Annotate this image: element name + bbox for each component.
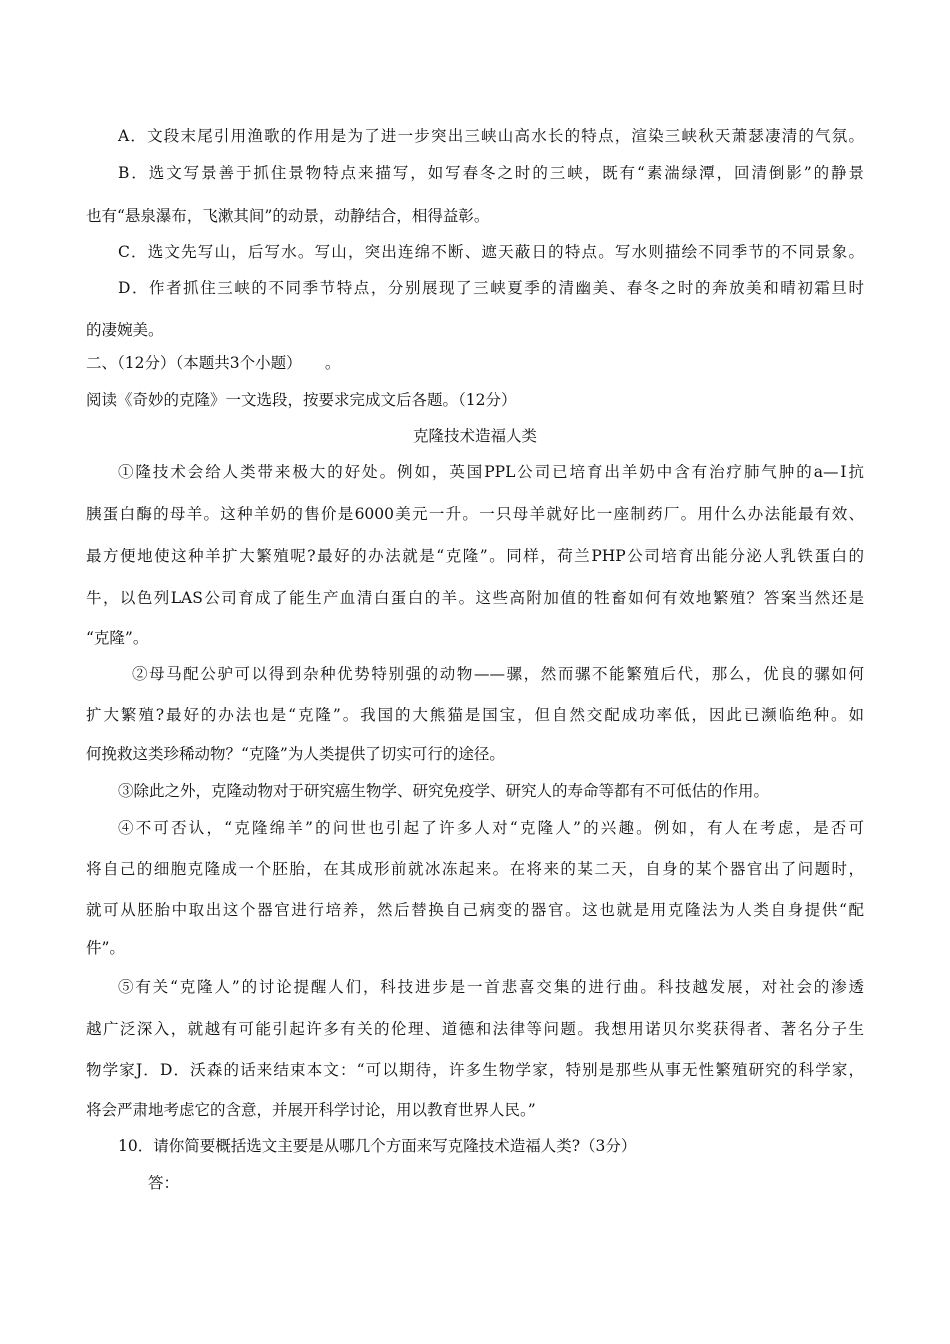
paragraph-5-line1: ⑤有关“克隆人”的讨论提醒人们，科技进步是一首悲喜交集的进行曲。科技越发展，对社会的渗透	[118, 978, 864, 996]
section-heading: 二、（12分）（本题共3个小题） 。	[86, 354, 341, 372]
paragraph-4-line1: ④不可否认，“克隆绵羊”的问世也引起了许多人对“克隆人”的兴趣。例如，有人在考虑，是否可	[118, 819, 864, 837]
paragraph-4-line2: 将自己的细胞克隆成一个胚胎，在其成形前就冰冻起来。在将来的某二天，自身的某个器官出了问题时，	[86, 860, 864, 878]
option-d-line1: D．作者抓住三峡的不同季节特点，分别展现了三峡夏季的清幽美、春冬之时的奔放美和晴初霜旦时	[118, 279, 864, 297]
paragraph-3: ③除此之外，克隆动物对于研究癌生物学、研究免疫学、研究人的寿命等都有不可低估的作用。	[118, 782, 770, 800]
option-a: A．文段末尾引用渔歌的作用是为了进一步突出三峡山高水长的特点，渲染三峡秋天萧瑟凄清的气氛。	[118, 127, 864, 145]
question-10: 10．请你简要概括选文主要是从哪几个方面来写克隆技术造福人类?（3分）	[118, 1137, 637, 1155]
option-b-line1: B．选文写景善于抓住景物特点来描写，如写春冬之时的三峡，既有“素湍绿潭，回清倒影”的静景	[118, 164, 864, 182]
paragraph-1-line3: 最方便地使这种羊扩大繁殖呢?最好的办法就是“克隆”。同样，荷兰PHP公司培育出能分泌人乳铁蛋白的	[86, 547, 864, 565]
section-intro: 阅读《奇妙的克隆》一文选段，按要求完成文后各题。（12分）	[86, 391, 517, 409]
option-c: C．选文先写山，后写水。写山，突出连绵不断、遮天蔽日的特点。写水则描绘不同季节的不同景象。	[118, 243, 864, 261]
answer-label: 答：	[148, 1174, 180, 1192]
paragraph-1-line1: ①隆技术会给人类带来极大的好处。例如，英国PPL公司已培育出羊奶中含有治疗肺气肿的a—Ⅰ抗	[118, 463, 864, 481]
paragraph-4-line4: 件”。	[86, 939, 125, 957]
paragraph-4-line3: 就可从胚胎中取出这个器官进行培养，然后替换自己病变的器官。这也就是用克隆法为人类自身提供“配	[86, 901, 864, 919]
paragraph-5-line4: 将会严肃地考虑它的含意，并展开科学讨论，用以教育世界人民。”	[86, 1101, 536, 1119]
option-b-line2: 也有“悬泉瀑布，飞漱其间”的动景，动静结合，相得益彰。	[86, 207, 490, 225]
paragraph-5-line3: 物学家J．D．沃森的话来结束本文：“可以期待，许多生物学家，特别是那些从事无性繁殖研究的科学家，	[86, 1061, 864, 1079]
option-d-line2: 的凄婉美。	[86, 321, 164, 339]
article-title: 克隆技术造福人类	[412, 427, 537, 445]
paragraph-2-line1: ②母马配公驴可以得到杂种优势特别强的动物——骡，然而骡不能繁殖后代，那么，优良的骡如何	[132, 665, 864, 683]
paragraph-1-line5: “克隆”。	[86, 629, 149, 647]
paragraph-1-line4: 牛，以色列LAS公司育成了能生产血清白蛋白的羊。这些高附加值的牲畜如何有效地繁殖？答案当然还是	[86, 589, 864, 607]
paragraph-2-line3: 何挽救这类珍稀动物？“克隆”为人类提供了切实可行的途径。	[86, 745, 505, 763]
paragraph-5-line2: 越广泛深入，就越有可能引起许多有关的伦理、道德和法律等问题。我想用诺贝尔奖获得者、著名分子生	[86, 1020, 864, 1038]
paragraph-1-line2: 胰蛋白酶的母羊。这种羊奶的售价是6000美元一升。一只母羊就好比一座制药厂。用什么办法能最有效、	[86, 505, 864, 523]
paragraph-2-line2: 扩大繁殖?最好的办法也是“克隆”。我国的大熊猫是国宝，但自然交配成功率低，因此已濒临绝种。如	[86, 706, 864, 724]
